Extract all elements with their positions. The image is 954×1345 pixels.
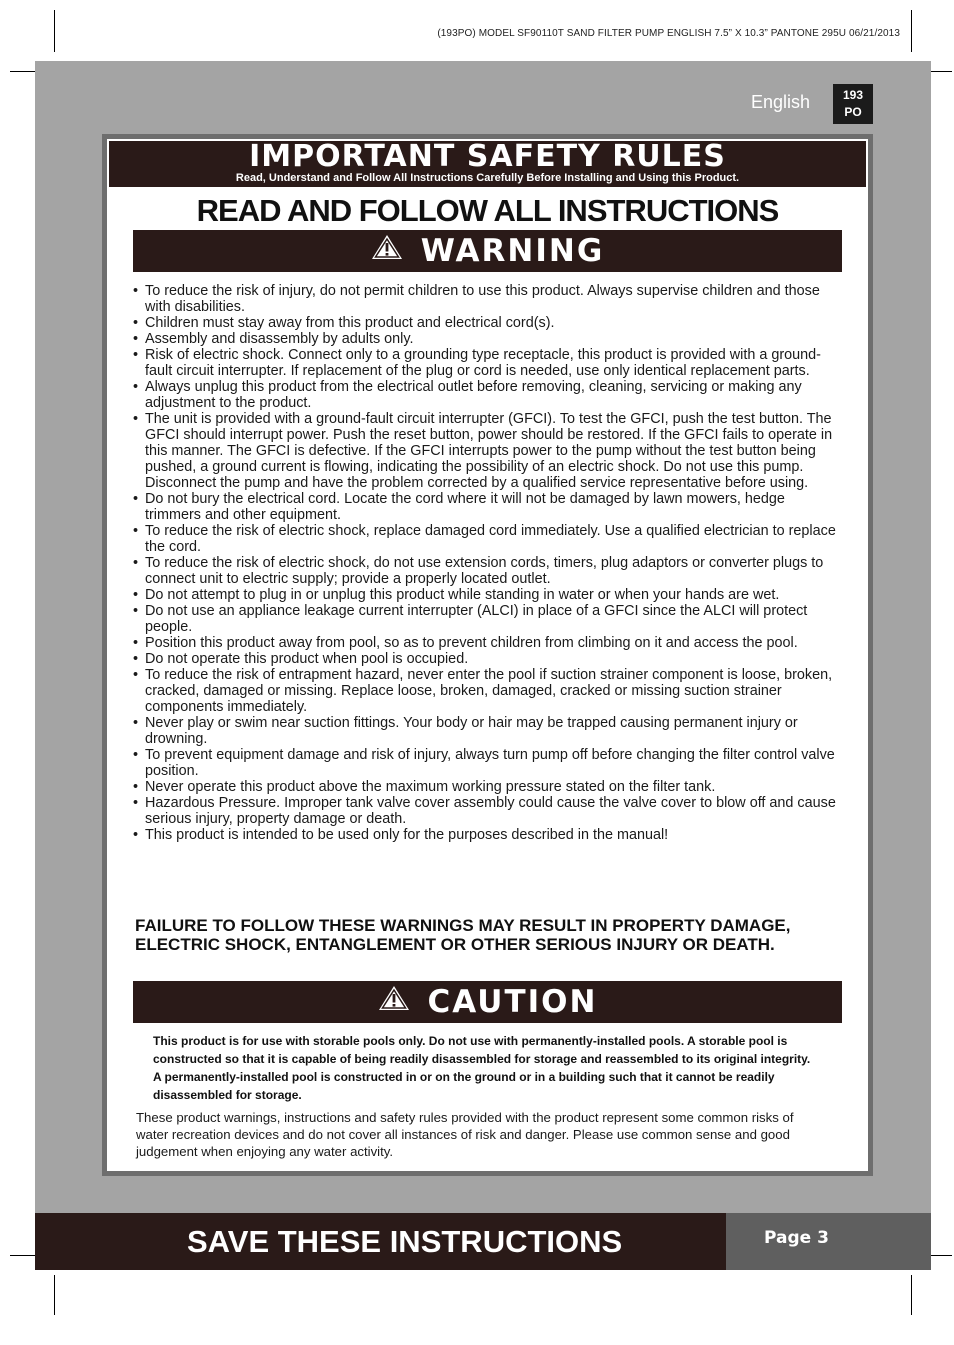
print-info: (193PO) MODEL SF90110T SAND FILTER PUMP ENGLISH 7.5” X 10.3” PANTONE 295U 06/21/2013 [437,28,900,39]
list-item: • Never operate this product above the maximum working pressure stated on the filter tank. [133,779,844,795]
list-item: • Risk of electric shock. Connect only to a grounding type receptacle, this product is provided with a ground-fault circuit interrupter. If replacement of the plug or cord is needed, use only identical replacement parts. [133,347,844,379]
list-item: • Assembly and disassembly by adults only. [133,331,844,347]
title-banner [109,141,866,187]
warning-label: WARNING [420,233,605,269]
list-item: • To reduce the risk of entrapment hazard, never enter the pool if suction strainer component is loose, broken, cracked, damaged or missing. Replace loose, broken, damaged, cracked or missing suction strainer components immediately. [133,667,844,715]
list-item: • Do not bury the electrical cord. Locate the cord where it will not be damaged by lawn mowers, hedge trimmers and other equipment. [133,491,844,523]
list-item: • To reduce the risk of electric shock, replace damaged cord immediately. Use a qualified electrician to replace the cord. [133,523,844,555]
page-code-bottom: PO [844,105,862,119]
list-item: • To prevent equipment damage and risk of injury, always turn pump off before changing the filter control valve position. [133,747,844,779]
crop-mark [54,1275,55,1315]
crop-mark [911,10,912,52]
list-item: • Always unplug this product from the electrical outlet before removing, cleaning, servicing or making any adjustment to the product. [133,379,844,411]
closing-text: These product warnings, instructions and safety rules provided with the product represent some common risks of water recreation devices and do not cover all instances of risk and danger. Please use common sense and good judgement when enjoying any water activity. [136,1110,794,1159]
list-item: • The unit is provided with a ground-fault circuit interrupter (GFCI). To test the GFCI, push the test button. The GFCI should interrupt power. Push the reset button, power should be restored. If the GFCI fails to operate in this manner. The GFCI is defective. If the GFCI interrupts power to the pump without the test button being pushed, a ground current is flowing, indicating the possibility of an electric shock. Do not use this pump. Disconnect the pump and have the problem corrected by a qualified service representative before using. [133,411,844,491]
language-label: English [751,92,811,112]
caution-triangle-icon [378,980,410,1022]
page-code-top: 193 [842,88,864,102]
failure-notice: FAILURE TO FOLLOW THESE WARNINGS MAY RESULT IN PROPERTY DAMAGE, ELECTRIC SHOCK, ENTANGLEMENT OR OTHER SERIOUS INJURY OR DEATH. [135,916,791,954]
list-item: • Position this product away from pool, so as to prevent children from climbing on it and access the pool. [133,635,844,651]
page-number-box [726,1213,931,1270]
safety-card [102,134,873,1176]
page-code-badge [833,84,873,124]
list-item: • Do not attempt to plug in or unplug this product while standing in water or when your hands are wet. [133,587,844,603]
warning-list [133,283,844,843]
list-item: • This product is intended to be used only for the purposes described in the manual! [133,827,844,843]
list-item: • Children must stay away from this product and electrical cord(s). [133,315,844,331]
warning-bar [133,230,842,272]
caution-bar [133,981,842,1023]
list-item: • Never play or swim near suction fittings. Your body or hair may be trapped causing permanent injury or drowning. [133,715,844,747]
save-instructions-banner [35,1213,726,1270]
safety-subtitle: Read, Understand and Follow All Instructions Carefully Before Installing and Using this Product. [235,172,740,184]
list-item: • To reduce the risk of injury, do not permit children to use this product. Always supervise children and those with disabilities. [133,283,844,315]
list-item: • To reduce the risk of electric shock, do not use extension cords, timers, plug adaptors or converter plugs to connect unit to electric supply; provide a properly located outlet. [133,555,844,587]
list-item: • Hazardous Pressure. Improper tank valve cover assembly could cause the valve cover to blow off and cause serious injury, property damage or death. [133,795,844,827]
crop-mark [54,10,55,52]
list-item: • Do not operate this product when pool is occupied. [133,651,844,667]
safety-title: IMPORTANT SAFETY RULES [249,139,726,174]
page-number: Page 3 [764,1228,829,1248]
caution-text: This product is for use with storable pools only. Do not use with permanently-installed pools. A storable pool is constructed so that it is capable of being readily disassembled for storage and reassembled to its original integrity. A permanently-installed pool is constructed in or on the ground or in a building such that it cannot be readily disassembled for storage. [153,1034,811,1102]
save-instructions-label: SAVE THESE INSTRUCTIONS [187,1224,623,1259]
read-follow-heading: READ AND FOLLOW ALL INSTRUCTIONS [196,193,779,228]
list-item: • Do not use an appliance leakage current interrupter (ALCI) in place of a GFCI since the ALCI will protect people. [133,603,844,635]
caution-label: CAUTION [427,984,598,1020]
crop-mark [911,1275,912,1315]
warning-triangle-icon [371,229,403,271]
